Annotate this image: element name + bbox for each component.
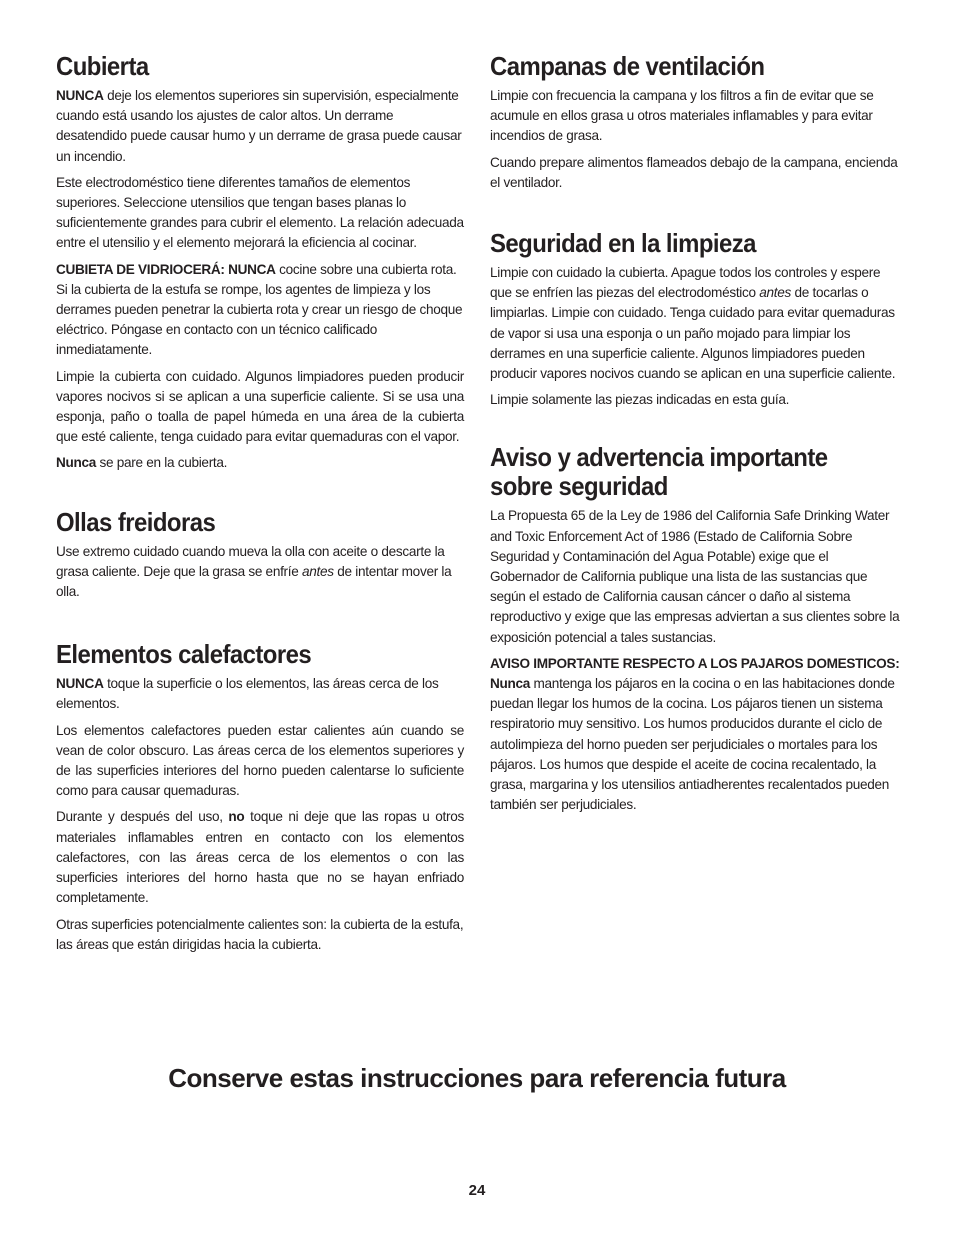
- section-heading: Ollas freidoras: [56, 506, 216, 537]
- section-heading: Elementos calefactores: [56, 639, 312, 670]
- paragraph: La Propuesta 65 de la Ley de 1986 del California Safe Drinking Water and Toxic Enforcement Act of 1986 (Estado de California Sobre Seguridad y Contaminación del Agua Potable) exige que el Gobernador de California publique una lista de las sustancias que según el estado de California causan cáncer o daño al sistema reproductivo y exige que las empresas adviertan a sus clientes sobre la exposición potencial a tales sustancias.: [490, 508, 900, 645]
- section-heading: [490, 443, 867, 501]
- paragraph: Los elementos calefactores pueden estar calientes aún cuando se vean de color obscuro. Las áreas cerca de los elementos superiores y de las superficies interiores del horno pueden calentarse lo suficiente como para causar quemaduras.: [56, 722, 464, 799]
- paragraph: Limpie solamente las piezas indicadas en esta guía.: [490, 392, 790, 408]
- paragraph: CUBIETA DE VIDRIOCERÁ: NUNCA cocine sobre una cubierta rota. Si la cubierta de la estufa se rompe, los agentes de limpieza y los derrames pueden penetrar la cubierta rota y crear un riesgo de choque eléctrico. Póngase en contacto con un técnico calificado inmediatamente.: [56, 261, 463, 358]
- section-heading: Cubierta: [56, 51, 149, 81]
- footer-note: Conserve estas instrucciones para referencia futura: [168, 1063, 786, 1093]
- section-heading: Campanas de ventilación: [490, 51, 765, 81]
- emphasis-text: AVISO IMPORTANTE RESPECTO A LOS PAJAROS DOMESTICOS: Nunca: [490, 655, 900, 692]
- section-cubierta: [56, 52, 464, 474]
- heading-line: sobre seguridad: [490, 471, 668, 502]
- emphasis-text: Nunca: [56, 455, 97, 471]
- emphasis-text: no: [228, 809, 245, 825]
- right-column: [490, 52, 900, 821]
- paragraph: Otras superficies potencialmente calientes son: la cubierta de la estufa, las áreas que están dirigidas hacia la cubierta.: [56, 916, 464, 952]
- italic-text: antes: [302, 563, 334, 579]
- section-ollas-freidoras: [56, 508, 464, 603]
- emphasis-text: CUBIETA DE VIDRIOCERÁ: NUNCA: [56, 261, 276, 277]
- section-seguridad-limpieza: [490, 229, 900, 410]
- paragraph: AVISO IMPORTANTE RESPECTO A LOS PAJAROS DOMESTICOS: Nunca mantenga los pájaros en la cocina o en las habitaciones donde puedan llegar los humos de la cocina. Los pájaros tienen un sistema respiratorio muy sensitivo. Los humos producidos durante el ciclo de autolimpieza del horno pueden ser perjudiciales o mortales para los pájaros. Los humos que despide el aceite de cocina recalentado, la grasa, margarina y los utensilios antiadherentes recalentados pueden también ser perjudiciales.: [490, 655, 900, 813]
- italic-text: antes: [759, 285, 792, 301]
- paragraph: Use extremo cuidado cuando mueva la olla con aceite o descarte la grasa caliente. Deje que la grasa se enfríe antes de intentar mover la olla.: [56, 543, 452, 600]
- heading-line: Aviso y advertencia importante: [490, 442, 828, 473]
- emphasis-text: NUNCA: [56, 88, 104, 103]
- paragraph: NUNCA deje los elementos superiores sin supervisión, especialmente cuando está usando los ajustes de calor altos. Un derrame desatendido puede causar humo y un derrame de grasa puede causar un incendio.: [56, 88, 462, 164]
- paragraph: Durante y después del uso, no toque ni deje que las ropas u otros materiales inflamables entren en contacto con los elementos calefactores, con las áreas cerca de los elementos o con las superficies interiores del horno hasta que no se hayan enfriado completamente.: [56, 809, 464, 906]
- paragraph: Limpie la cubierta con cuidado. Algunos limpiadores pueden producir vapores nocivos si se aplican a una superficie caliente. Si se usa una esponja, paño o toalla de papel húmeda en una área de la cubierta que esté caliente, tenga cuidado para evitar quemaduras con el vapor.: [56, 368, 464, 445]
- section-elementos-calefactores: [56, 640, 464, 955]
- emphasis-text: NUNCA: [56, 676, 104, 692]
- section-heading: Seguridad en la limpieza: [490, 228, 756, 259]
- paragraph: Este electrodoméstico tiene diferentes tamaños de elementos superiores. Seleccione utensilios que tengan bases planas lo suficientemente grandes para cubrir el elemento. La relación adecuada entre el utensilio y el elemento mejorará la eficiencia al cocinar.: [56, 174, 464, 251]
- paragraph: Limpie con frecuencia la campana y los filtros a fin de evitar que se acumule en ellos grasa u otros materiales inflamables y para evitar incendios de grasa.: [490, 88, 874, 144]
- paragraph: Nunca se pare en la cubierta.: [56, 455, 228, 471]
- paragraph: NUNCA toque la superficie o los elementos, las áreas cerca de los elementos.: [56, 676, 439, 712]
- paragraph: Cuando prepare alimentos flameados debajo de la campana, encienda el ventilador.: [490, 154, 898, 190]
- page-number: 24: [468, 1182, 486, 1199]
- section-campanas: [490, 52, 900, 193]
- section-aviso-advertencia: [490, 443, 900, 815]
- left-column: [56, 52, 464, 961]
- paragraph: Limpie con cuidado la cubierta. Apague todos los controles y espere que se enfríen las piezas del electrodoméstico antes de tocarlas o limpiarlas. Limpie con cuidado. Tenga cuidado para evitar quemaduras de vapor si usa una esponja o un paño mojado para limpiar los derrames en una superficie caliente. Algunos limpiadores pueden producir vapores nocivos cuando se aplican en una superficie caliente.: [490, 265, 896, 382]
